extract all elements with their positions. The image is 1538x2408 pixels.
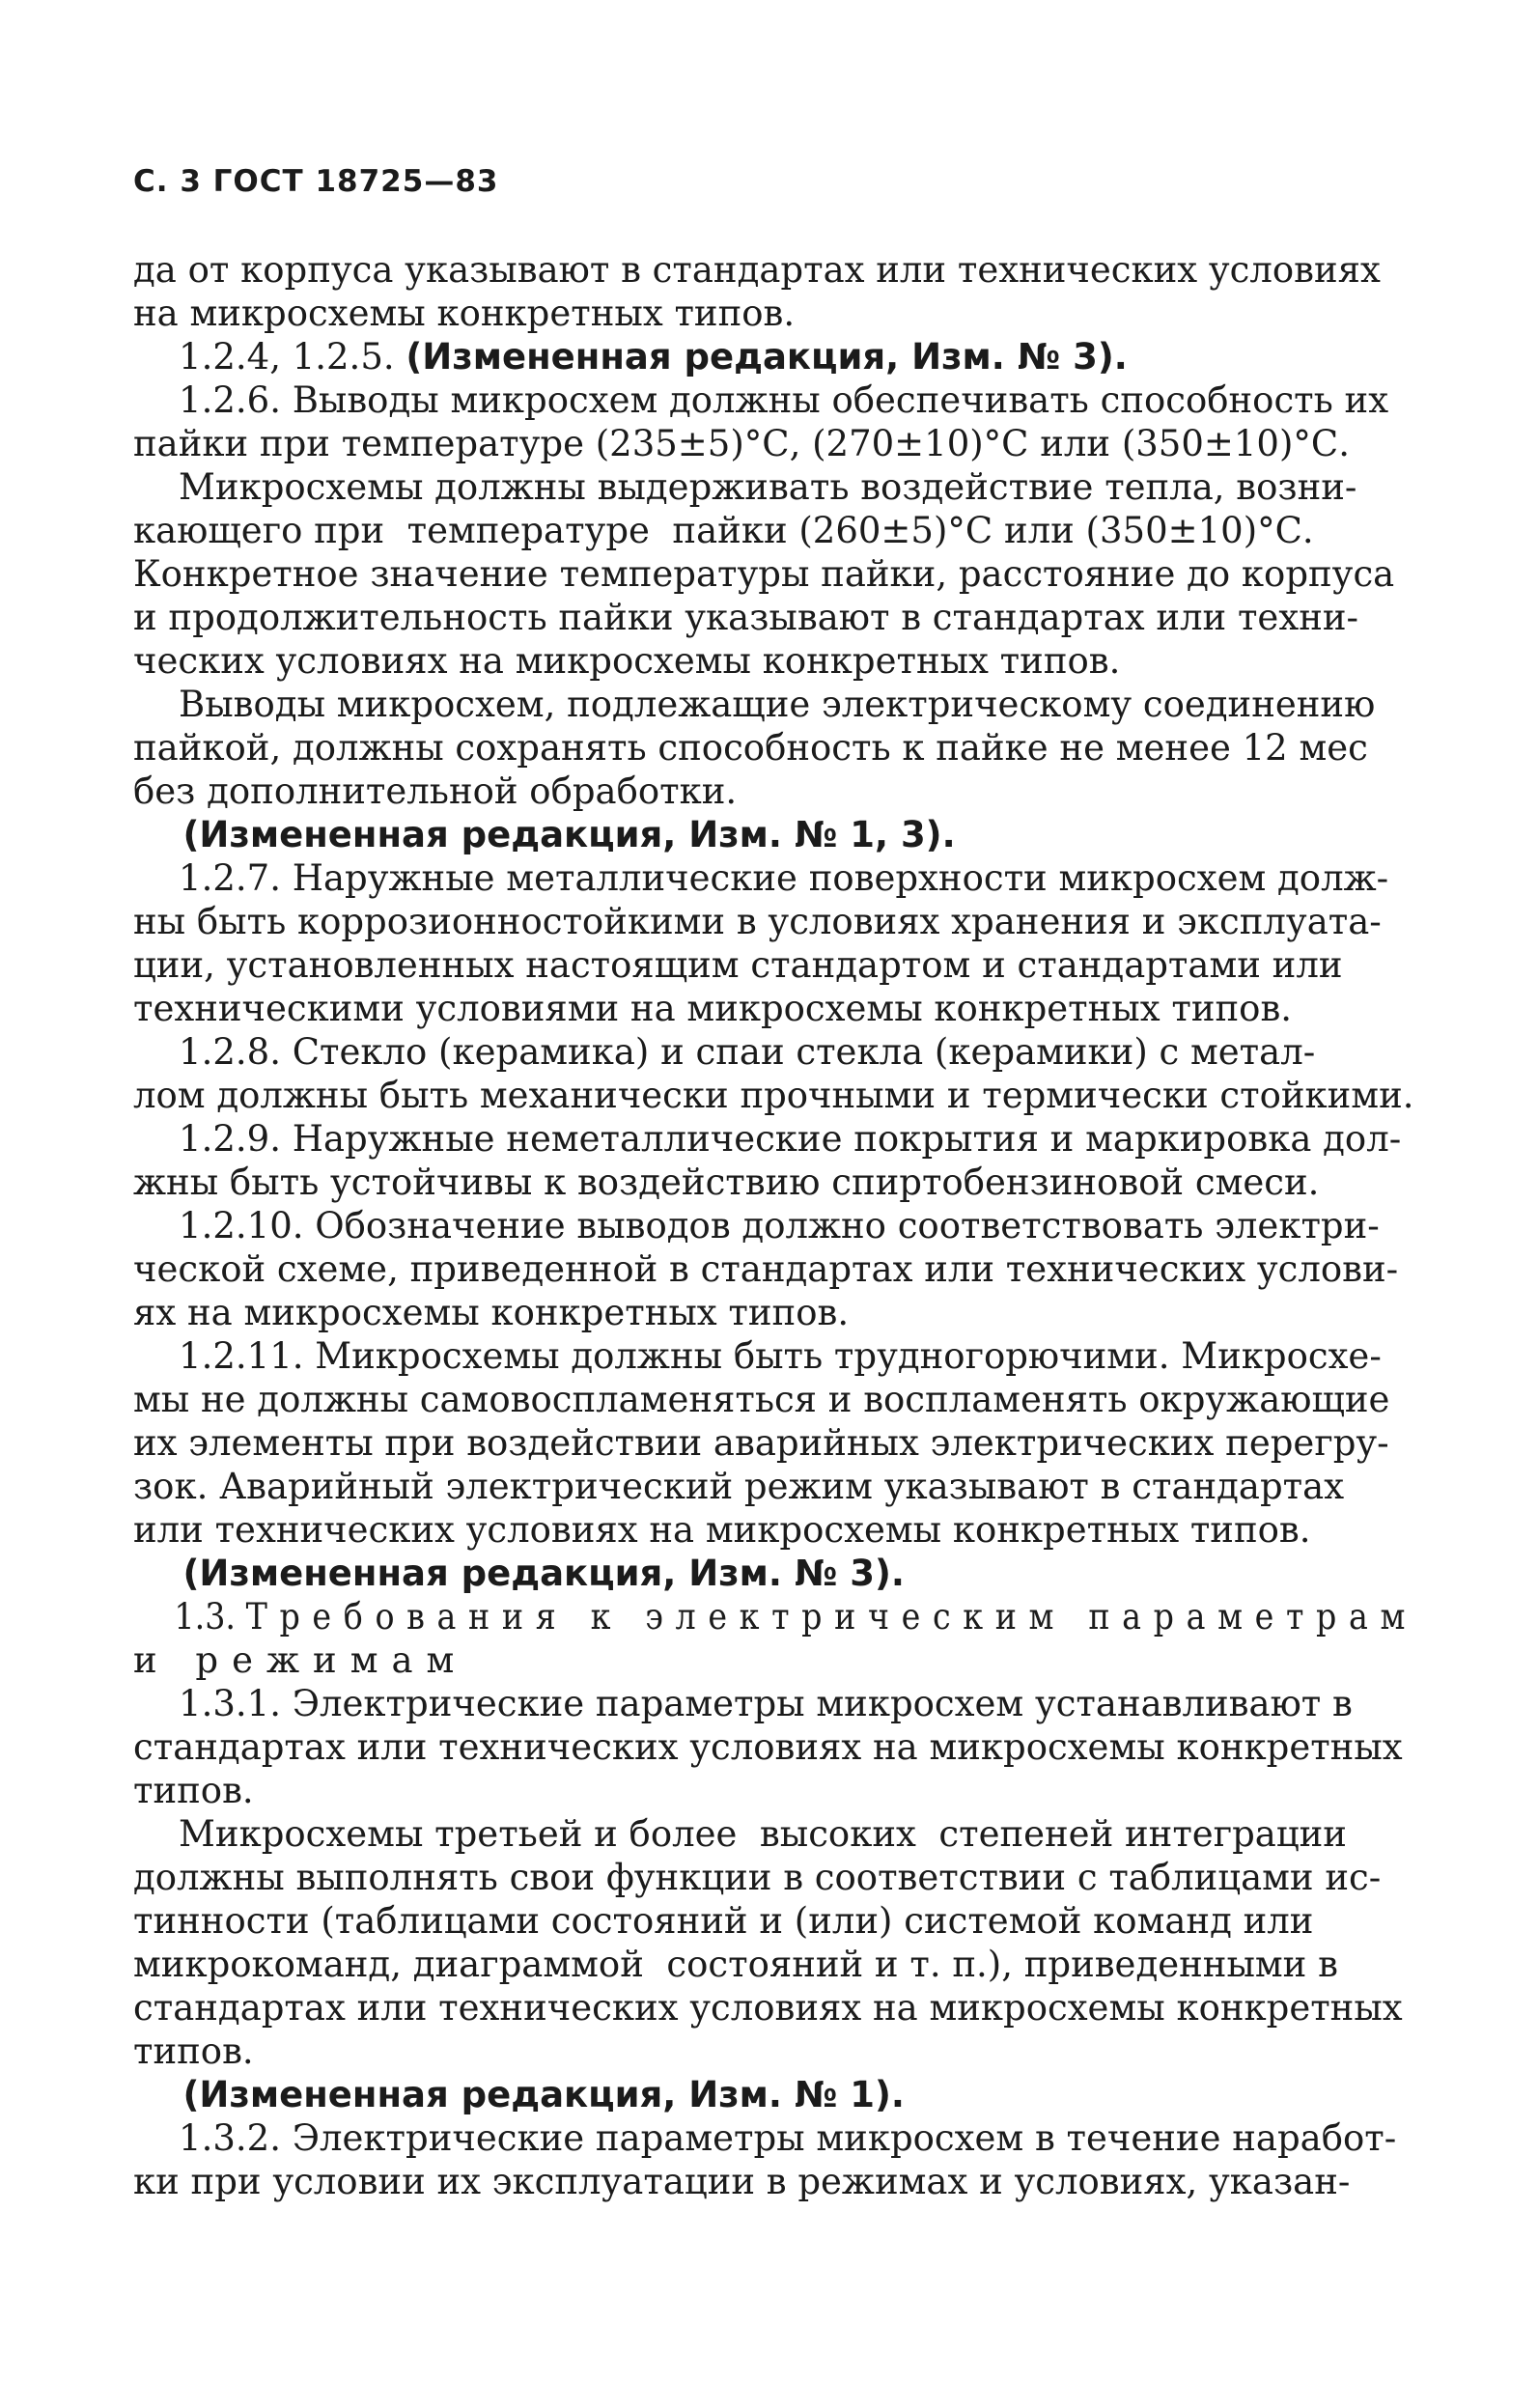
document-page <box>133 160 1461 2203</box>
text-line: должны выполнять свои функции в соответствии с таблицами ис- <box>133 1857 1382 1898</box>
line-prefix: 1.2.4, 1.2.5. <box>133 336 406 378</box>
line-prefix: 1.3. <box>133 1596 246 1638</box>
text-line: микрокоманд, диаграммой состояний и т. п.), приведенными в <box>133 1944 1338 1985</box>
text-line: ческой схеме, приведенной в стандартах или технических услови- <box>133 1248 1399 1290</box>
text-line <box>133 335 1417 378</box>
text-line: типов. <box>133 1770 254 1811</box>
text-line: ки при условии их эксплуатации в режимах и условиях, указан- <box>133 2161 1351 2202</box>
text-line: техническими условиями на микросхемы конкретных типов. <box>133 988 1293 1029</box>
amendment-note: (Измененная редакция, Изм. № 3). <box>133 1553 905 1594</box>
text-line: ны быть коррозионностойкими в условиях хранения и эксплуата- <box>133 901 1382 942</box>
text-line: 1.3.2. Электрические параметры микросхем в течение наработ- <box>133 2117 1397 2159</box>
text-line: или технических условиях на микросхемы конкретных типов. <box>133 1509 1311 1551</box>
text-line: на микросхемы конкретных типов. <box>133 293 796 334</box>
text-line: 1.2.10. Обозначение выводов должно соответствовать электри- <box>133 1205 1380 1246</box>
text-line: Конкретное значение температуры пайки, расстояние до корпуса <box>133 553 1395 595</box>
text-line: мы не должны самовоспламеняться и воспламенять окружающие <box>133 1379 1390 1420</box>
text-line: Выводы микросхем, подлежащие электрическому соединению <box>133 684 1376 725</box>
text-line: их элементы при воздействии аварийных электрических перегру- <box>133 1422 1389 1464</box>
text-line: Микросхемы должны выдерживать воздействие тепла, возни- <box>133 466 1357 508</box>
amendment-note: (Измененная редакция, Изм. № 3). <box>405 336 1128 378</box>
text-line: стандартах или технических условиях на микросхемы конкретных <box>133 1987 1403 2029</box>
text-line <box>133 1595 1418 1638</box>
text-line: 1.3.1. Электрические параметры микросхем устанавливают в <box>133 1683 1353 1724</box>
text-line: 1.2.8. Стекло (керамика) и спаи стекла (керамики) с метал- <box>133 1031 1316 1073</box>
text-line: 1.2.9. Наружные неметаллические покрытия и маркировка дол- <box>133 1118 1402 1160</box>
section-heading: Требования к электрическим параметрам <box>245 1596 1418 1638</box>
page-header: С. 3 ГОСТ 18725—83 <box>133 164 499 199</box>
text-line: жны быть устойчивы к воздействию спиртобензиновой смеси. <box>133 1162 1320 1203</box>
text-line: типов. <box>133 2030 254 2072</box>
text-line: пайки при температуре (235±5)°С, (270±10)°С или (350±10)°С. <box>133 423 1350 464</box>
document-body <box>133 248 1461 2203</box>
text-line: лом должны быть механически прочными и термически стойкими. <box>133 1075 1414 1116</box>
text-line: ции, установленных настоящим стандартом и стандартами или <box>133 944 1343 986</box>
text-line: кающего при температуре пайки (260±5)°С или (350±10)°С. <box>133 510 1314 551</box>
text-line: и продолжительность пайки указывают в стандартах или техни- <box>133 597 1359 638</box>
amendment-note: (Измененная редакция, Изм. № 1, 3). <box>133 814 956 855</box>
text-line: зок. Аварийный электрический режим указывают в стандартах <box>133 1466 1345 1507</box>
section-heading: и режимам <box>133 1639 468 1681</box>
text-line: да от корпуса указывают в стандартах или технических условиях <box>133 249 1381 291</box>
text-line: тинности (таблицами состояний и (или) системой команд или <box>133 1900 1314 1942</box>
text-line: ях на микросхемы конкретных типов. <box>133 1292 850 1333</box>
text-line: пайкой, должны сохранять способность к пайке не менее 12 мес <box>133 727 1368 769</box>
amendment-note: (Измененная редакция, Изм. № 1). <box>133 2074 905 2115</box>
text-line: 1.2.7. Наружные металлические поверхности микросхем долж- <box>133 857 1389 899</box>
text-line: стандартах или технических условиях на микросхемы конкретных <box>133 1726 1403 1768</box>
text-line: без дополнительной обработки. <box>133 770 738 812</box>
text-line: 1.2.6. Выводы микросхем должны обеспечивать способность их <box>133 379 1389 421</box>
text-line: ческих условиях на микросхемы конкретных типов. <box>133 640 1121 682</box>
text-line: Микросхемы третьей и более высоких степеней интеграции <box>133 1813 1347 1855</box>
text-line: 1.2.11. Микросхемы должны быть трудногорючими. Микросхе- <box>133 1335 1382 1377</box>
